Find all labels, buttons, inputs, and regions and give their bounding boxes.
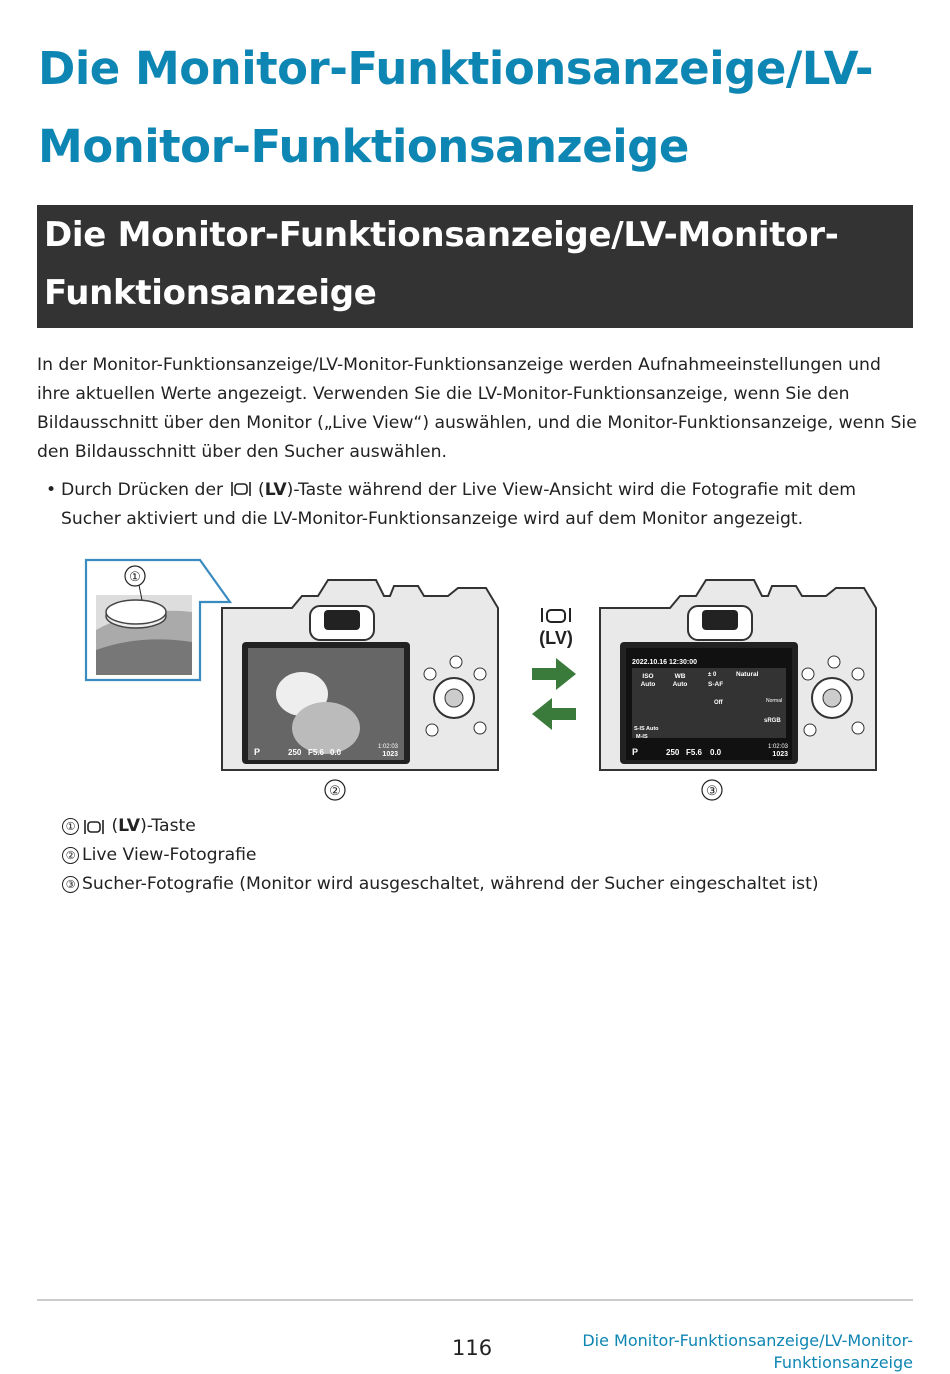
- lv-button-icon: [231, 481, 251, 497]
- legend-number-3: ③: [62, 876, 79, 893]
- sp-shutter: 250: [666, 748, 680, 757]
- legend-number-1: ①: [62, 818, 79, 835]
- legend-item-1: [62, 812, 902, 841]
- legend-text-2: Live View-Fotografie: [82, 845, 257, 865]
- lv-shutter: 250: [288, 748, 302, 757]
- bullet-lv-open: (: [252, 480, 265, 500]
- sp-iso-value: Auto: [640, 681, 656, 688]
- legend-number-2: ②: [62, 847, 79, 864]
- sp-normal: Normal: [766, 698, 783, 704]
- figure-legend: [62, 812, 902, 899]
- camera-live-view: [222, 580, 498, 770]
- legend-lv-bold: LV: [118, 816, 141, 836]
- lv-arrow-label: (LV): [539, 628, 573, 648]
- camera-viewfinder: [600, 580, 876, 770]
- sp-aperture: F5.6: [686, 748, 703, 757]
- page-number: 116: [452, 1336, 493, 1360]
- lv-shots: 1023: [382, 751, 398, 758]
- bullet-text-before: Durch Drücken der: [61, 480, 224, 500]
- sp-mode: P: [632, 747, 639, 757]
- sp-af: S-AF: [708, 681, 724, 688]
- sp-wb-value: Auto: [672, 681, 688, 688]
- sp-ev: 0.0: [710, 748, 722, 757]
- bullet-text: [61, 476, 906, 534]
- sp-iso: ISO: [642, 673, 654, 680]
- lv-aperture: F5.6: [308, 748, 325, 757]
- callout-1: ①: [129, 569, 141, 584]
- sp-flash-off: Off: [714, 700, 723, 706]
- legend-item-3: [62, 870, 902, 899]
- camera-figure: [80, 550, 900, 810]
- sp-shots: 1023: [772, 751, 788, 758]
- lv-button-icon: [84, 819, 104, 835]
- footer-section-link[interactable]: Die Monitor-Funktionsanzeige/LV-Monitor-Funktionsanzeige: [582, 1331, 913, 1372]
- callout-3: ③: [706, 783, 718, 798]
- sp-datetime: 2022.10.16 12:30:00: [632, 659, 697, 666]
- sp-color-space: sRGB: [764, 718, 781, 724]
- bullet-lv-bold: LV: [264, 480, 287, 500]
- callout-2: ②: [329, 783, 341, 798]
- lv-mode: P: [254, 747, 261, 757]
- sp-picture-mode: Natural: [736, 671, 759, 678]
- bullet-text-after: )-Taste während der Live View-Ansicht wird die Fotografie mit dem Sucher aktiviert und die LV-Monitor-Funktionsanzeige wird auf dem Monitor angezeigt.: [61, 480, 857, 529]
- sp-movie-is: M-IS: [636, 734, 648, 740]
- page-title: Die Monitor-Funktionsanzeige/LV-Monitor-Funktionsanzeige: [38, 42, 874, 173]
- sp-stabilizer: S-IS Auto: [634, 726, 659, 732]
- lv-time: 1:02:03: [377, 744, 398, 750]
- sp-exposure-comp: ± 0: [708, 672, 717, 678]
- lv-ev: 0.0: [330, 748, 342, 757]
- bullet-dot: •: [46, 480, 57, 500]
- legend-lv-open: (: [106, 816, 119, 836]
- legend-text-1: )-Taste: [140, 816, 196, 836]
- legend-text-3: Sucher-Fotografie (Monitor wird ausgeschaltet, während der Sucher eingeschaltet ist): [82, 874, 819, 894]
- intro-paragraph: In der Monitor-Funktionsanzeige/LV-Monitor-Funktionsanzeige werden Aufnahmeeinstellungen und ihre aktuellen Werte angezeigt. Verwenden Sie die LV-Monitor-Funktionsanzeige, wenn Sie den Bildausschnitt über den Monitor („Live View“) auswählen, und die Monitor-Funktionsanzeige, wenn Sie den Bildausschnitt über den Sucher auswählen.: [37, 355, 917, 462]
- footer-divider: [37, 1299, 913, 1301]
- switch-arrows: [532, 608, 576, 730]
- bullet-item: [46, 476, 906, 534]
- sp-wb: WB: [674, 673, 686, 680]
- legend-item-2: [62, 841, 902, 870]
- sp-time: 1:02:03: [767, 744, 788, 750]
- section-title: Die Monitor-Funktionsanzeige/LV-Monitor-Funktionsanzeige: [44, 215, 839, 313]
- lv-button-callout: [86, 560, 230, 680]
